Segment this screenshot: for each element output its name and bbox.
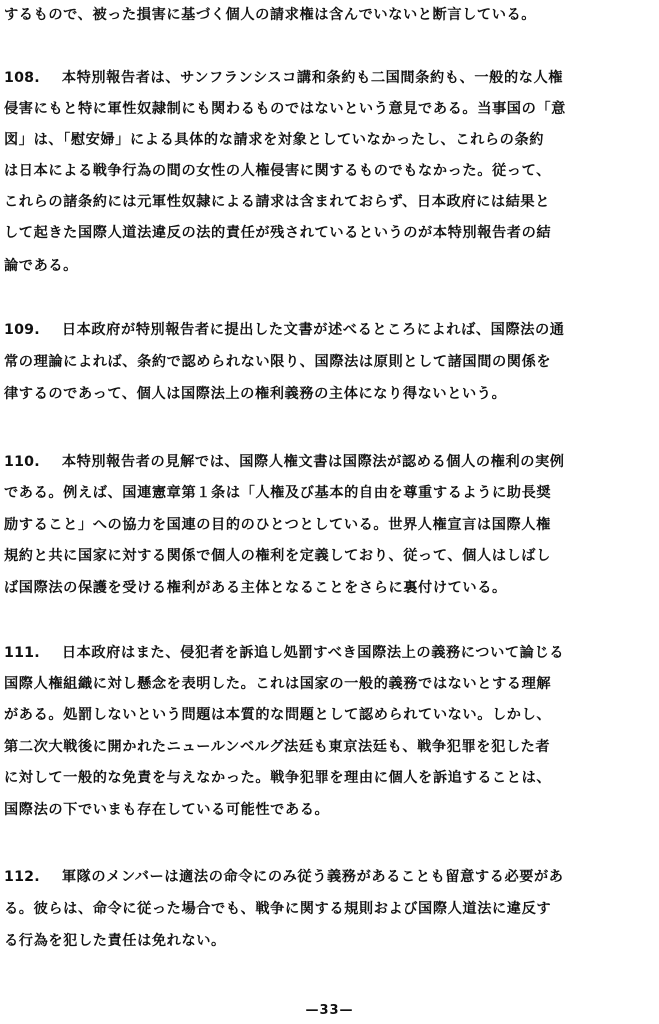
- paragraph-108-line-4: は日本による戦争行為の間の女性の人権侵害に関するものでもなかった。従って、: [4, 163, 551, 179]
- paragraph-108-line-7: 論である。: [4, 258, 78, 274]
- paragraph-111-line-6: 国際法の下でいまも存在している可能性である。: [4, 802, 330, 818]
- paragraph-108-line-6: して起きた国際人道法違反の法的責任が残されているというのが本特別報告者の結: [4, 225, 552, 241]
- paragraph-111-line-4: 第二次大戦後に開かれたニュールンベルグ法廷も東京法廷も、戦争犯罪を犯した者: [4, 739, 551, 755]
- paragraph-111-line-1: 111. 日本政府はまた、侵犯者を訴追し処罰すべき国際法上の義務について論じる: [4, 645, 565, 661]
- paragraph-number-110: 110.: [4, 454, 40, 470]
- paragraph-111-line-5: に対して一般的な免責を与えなかった。戦争犯罪を理由に個人を訴追することは、: [4, 770, 552, 786]
- paragraph-number-109: 109.: [4, 322, 40, 338]
- intro-line: するもので、被った損害に基づく個人の請求権は含んでいないと断言している。: [4, 7, 537, 23]
- paragraph-111-line-3: がある。処罰しないという問題は本質的な問題として認められていない。しかし、: [4, 707, 552, 723]
- paragraph-number-108: 108.: [4, 70, 40, 86]
- paragraph-110-line-2: である。例えば、国連憲章第１条は「人権及び基本的自由を尊重するように助長奨: [4, 485, 552, 501]
- paragraph-108-line-3: 図」は、「慰安婦」による具体的な請求を対象としていなかったし、これらの条約: [4, 132, 545, 148]
- paragraph-112-line-3: る行為を犯した責任は免れない。: [4, 933, 226, 949]
- page-number: —33—: [305, 1003, 354, 1018]
- paragraph-111-line-2: 国際人権組織に対し懸念を表明した。これは国家の一般的義務ではないとする理解: [4, 676, 552, 692]
- paragraph-109-line-1: 109. 日本政府が特別報告者に提出した文書が述べるところによれば、国際法の通: [4, 322, 565, 338]
- paragraph-112-line-1: 112. 軍隊のメンバーは適法の命令にのみ従う義務があることも留意する必要があ: [4, 869, 564, 885]
- paragraph-112-line-2: る。彼らは、命令に従った場合でも、戦争に関する規則および国際人道法に違反す: [4, 901, 552, 917]
- paragraph-109-line-2: 常の理論によれば、条約で認められない限り、国際法は原則として諸国間の関係を: [4, 354, 552, 370]
- paragraph-110-line-4: 規約と共に国家に対する関係で個人の権利を定義しており、従って、個人はしばし: [4, 548, 551, 564]
- paragraph-110-line-5: ば国際法の保護を受ける権利がある主体となることをさらに裏付けている。: [4, 580, 507, 596]
- paragraph-110-line-1: 110. 本特別報告者の見解では、国際人権文書は国際法が認める個人の権利の実例: [4, 454, 565, 470]
- paragraph-108-line-1: 108. 本特別報告者は、サンフランシスコ講和条約も二国間条約も、一般的な人権: [4, 70, 564, 86]
- paragraph-number-111: 111.: [4, 645, 40, 661]
- paragraph-number-112: 112.: [4, 869, 40, 885]
- paragraph-109-line-3: 律するのであって、個人は国際法上の権利義務の主体になり得ないという。: [4, 386, 507, 402]
- paragraph-108-line-2: 侵害にもと特に軍性奴隷制にも関わるものではないという意見である。当事国の「意: [4, 101, 566, 117]
- paragraph-108-line-5: これらの諸条約には元軍性奴隷による請求は含まれておらず、日本政府には結果と: [4, 194, 551, 210]
- paragraph-110-line-3: 励すること」への協力を国連の目的のひとつとしている。世界人権宣言は国際人権: [4, 517, 551, 533]
